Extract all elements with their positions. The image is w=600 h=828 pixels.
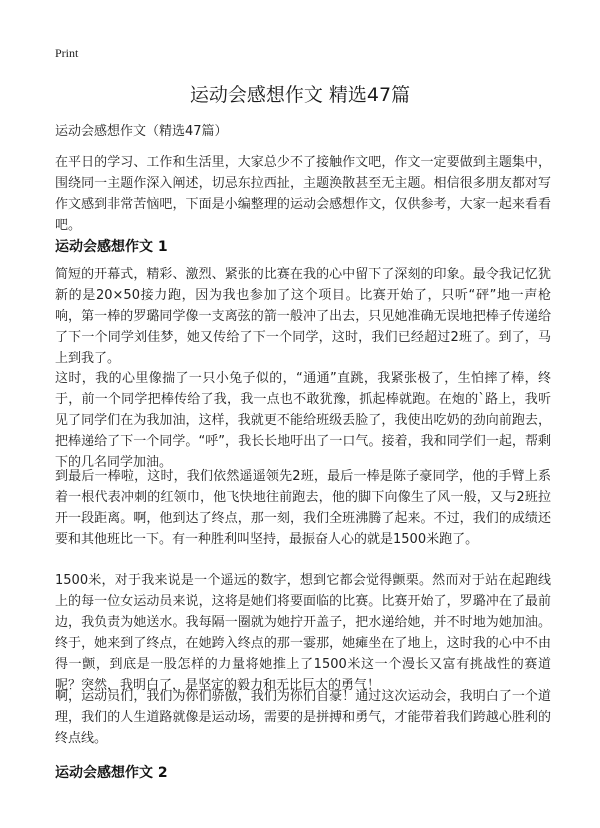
- print-link[interactable]: Print: [55, 46, 79, 60]
- section1-paragraph-5: 啊，运动员们，我们为你们骄傲，我们为你们自豪！通过这次运动会，我明白了一个道理，我们的人生道路就像是运动场，需要的是拼搏和勇气，才能带着我们跨越心胜利的终点线。: [55, 689, 551, 746]
- section1-paragraph-3: 到最后一棒啦，这时，我们依然遥遥领先2班，最后一棒是陈子豪同学，他的手臂上系着一根代表冲刺的红领巾，他飞快地往前跑去，他的脚下向像生了风一般，又与2班拉开一段距离。啊，他到达了终点，那一刻，我们全班沸腾了起来。不过，我们的成绩还要和其他班比一下。有一种胜利叫坚持，最振奋人心的就是1500米跑了。: [55, 469, 551, 547]
- section1-paragraph-2: 这时，我的心里像揣了一只小兔子似的，“通通”直跳，我紧张极了，生怕摔了棒，终于，前一个同学把棒传给了我，我一点也不敢犹豫，抓起棒就跑。在炮的`路上，我听见了同学们在为我加油，这样，我就更不能给班级丢脸了，我使出吃奶的劲向前跑去，把棒递给了下一个同学。“呼”，我长长地吁出了一口气。接着，我和同学们一起，帮剩下的几名同学加油。: [55, 371, 551, 470]
- section1-paragraph-1: 简短的开幕式，精彩、激烈、紧张的比赛在我的心中留下了深刻的印象。最令我记忆犹新的是20×50接力跑，因为我也参加了这个项目。比赛开始了，只听“砰”地一声枪响，第一棒的罗璐同学像一支离弦的箭一般冲了出去，只见她准确无误地把棒子传递给了下一个同学刘佳梦，她又传给了下一个同学，这时，我们已经超过2班了。到了，马上到我了。: [55, 267, 551, 366]
- page-title: 运动会感想作文 精选47篇: [189, 84, 411, 106]
- section-heading-2: 运动会感想作文 2: [55, 765, 168, 781]
- document-subtitle: 运动会感想作文（精选47篇）: [55, 124, 228, 139]
- section-heading-1: 运动会感想作文 1: [55, 239, 168, 255]
- section1-paragraph-4: 1500米，对于我来说是一个遥远的数字，想到它都会觉得颤栗。然而对于站在起跑线上的每一位女运动员来说，这将是她们将要面临的比赛。比赛开始了，罗璐冲在了最前边，我负责为她送水。我每隔一圈就为她拧开盖子，把水递给她，并不时地为她加油。终于，她来到了终点，在她跨入终点的那一霎那，她瘫坐在了地上，这时我的心中不由得一颤，到底是一股怎样的力量将她推上了1500米这一个漫长又富有挑战性的赛道呢？突然，我明白了，是坚定的毅力和无比巨大的勇气！: [55, 573, 551, 693]
- intro-paragraph: 在平日的学习、工作和生活里，大家总少不了接触作文吧，作文一定要做到主题集中，围绕同一主题作深入阐述，切忌东拉西扯，主题涣散甚至无主题。相信很多朋友都对写作文感到非常苦恼吧，下面是小编整理的运动会感想作文，仅供参考，大家一起来看看吧。: [55, 155, 551, 233]
